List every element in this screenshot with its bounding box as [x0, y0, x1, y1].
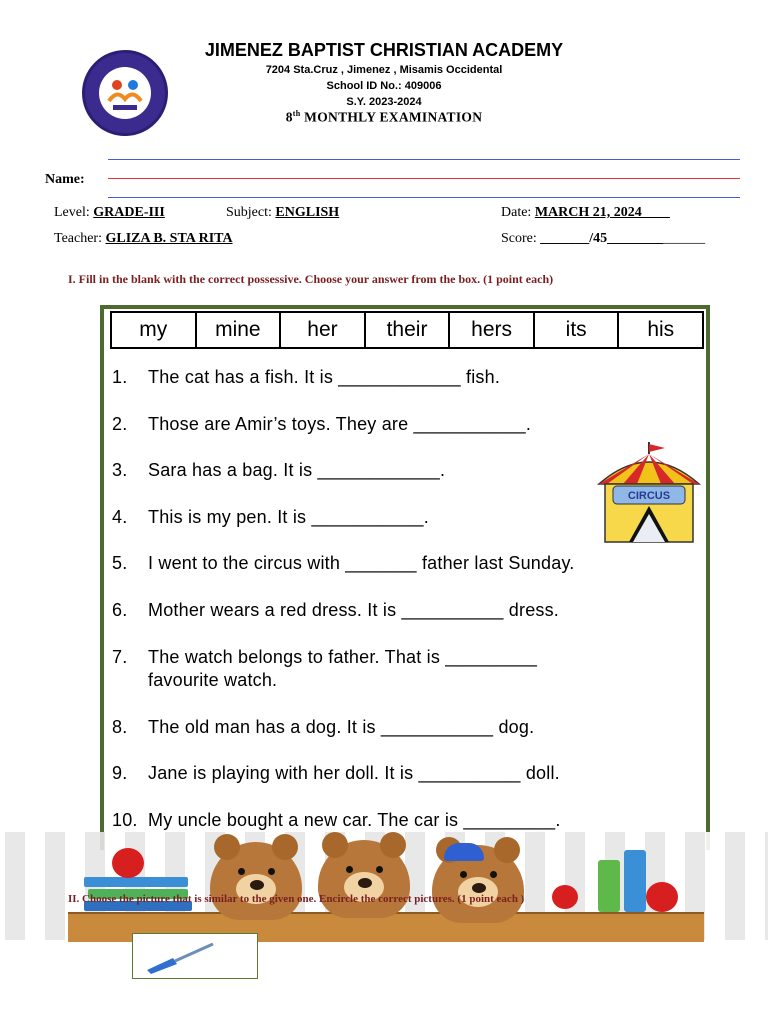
question-number: 3. — [112, 460, 128, 480]
apple-icon — [552, 885, 578, 909]
cap-icon — [444, 843, 484, 861]
question-text: I went to the circus with _______ father last Sunday. — [148, 553, 575, 573]
school-year: S.Y. 2023-2024 — [346, 96, 422, 108]
question-number: 2. — [112, 414, 128, 434]
choice-word: his — [647, 318, 675, 341]
score-tail: ______ — [663, 231, 706, 246]
question-text: Jane is playing with her doll. It is __________ doll. — [148, 763, 560, 783]
question-text: This is my pen. It is ___________. — [148, 507, 429, 527]
question-item — [112, 763, 560, 784]
exam-title-text: MONTHLY EXAMINATION — [300, 109, 483, 125]
score-field — [501, 231, 705, 247]
choice-word: hers — [450, 313, 535, 347]
question-number: 1. — [112, 367, 128, 387]
question-number: 4. — [112, 507, 128, 527]
question-item — [112, 717, 534, 738]
choice-word: mine — [197, 313, 282, 347]
exam-number: 8 — [285, 109, 293, 125]
apple-icon — [646, 882, 678, 912]
part2-instruction: II. Choose the picture that is similar to the given one. Encircle the correct pictures. (1 point each ) — [68, 893, 525, 905]
question-text: Sara has a bag. It is ____________. — [148, 460, 446, 480]
choice-word: their — [366, 313, 451, 347]
question-text: My uncle bought a new car. The car is _________. — [148, 810, 561, 830]
name-rule-top — [108, 159, 740, 160]
level-field — [54, 205, 165, 221]
question-number: 7. — [112, 647, 128, 667]
subject-value: ENGLISH — [275, 205, 340, 220]
teacher-label: Teacher: — [54, 231, 102, 246]
name-rule-bottom — [108, 197, 740, 198]
question-number: 5. — [112, 553, 128, 573]
question-number: 8. — [112, 717, 128, 737]
choice-word: her — [281, 313, 366, 347]
school-id: School ID No.: 409006 — [326, 80, 442, 92]
question-number: 9. — [112, 763, 128, 783]
question-text: The watch belongs to father. That is _________ — [148, 647, 538, 667]
exam-title — [0, 109, 768, 126]
date-field — [501, 205, 670, 221]
score-value: _______/45________ — [540, 231, 664, 246]
question-item — [112, 507, 429, 528]
choice-word: its — [535, 313, 620, 347]
teacher-field — [54, 231, 233, 247]
word-choice-box — [110, 311, 704, 349]
brush-icon — [133, 934, 257, 978]
book-icon — [624, 850, 646, 912]
question-item — [112, 810, 561, 831]
question-text: Those are Amir’s toys. They are ___________. — [148, 414, 532, 434]
date-label: Date: — [501, 205, 532, 220]
part1-instruction: I. Fill in the blank with the correct possessive. Choose your answer from the box. (1 point each) — [68, 272, 554, 286]
question-item — [112, 647, 537, 668]
question-item — [112, 367, 500, 388]
question-item — [112, 553, 575, 574]
bear-icon — [210, 842, 302, 920]
subject-label: Subject: — [226, 205, 272, 220]
choice-word: my — [112, 313, 197, 347]
school-address: 7204 Sta.Cruz , Jimenez , Misamis Occidental — [265, 64, 503, 76]
teacher-value: GLIZA B. STA RITA — [105, 231, 233, 246]
circus-sign-text: CIRCUS — [627, 490, 671, 502]
book-icon — [598, 860, 620, 912]
question-number: 10. — [112, 810, 138, 830]
apple-icon — [112, 848, 144, 878]
question-item — [112, 600, 559, 621]
date-value: MARCH 21, 2024____ — [534, 205, 670, 220]
exam-suffix: th — [292, 109, 301, 118]
question-text: The cat has a fish. It is ____________ fish. — [148, 367, 501, 387]
score-label: Score: — [501, 231, 537, 246]
circus-tent-illustration — [593, 440, 705, 546]
level-label: Level: — [54, 205, 90, 220]
question-item — [112, 414, 531, 435]
level-value: GRADE-III — [93, 205, 165, 220]
question-text: The old man has a dog. It is ___________ dog. — [148, 717, 535, 737]
question-text: favourite watch. — [148, 670, 278, 690]
name-rule-mid — [108, 178, 740, 179]
question-item — [112, 460, 445, 481]
school-name: JIMENEZ BAPTIST CHRISTIAN ACADEMY — [204, 40, 564, 60]
question-number: 6. — [112, 600, 128, 620]
picture-box — [132, 933, 258, 979]
question-item — [112, 670, 277, 691]
bear-icon — [318, 840, 410, 918]
book-icon — [84, 877, 188, 887]
question-text: Mother wears a red dress. It is __________ dress. — [148, 600, 560, 620]
subject-field — [226, 205, 339, 221]
name-label: Name: — [45, 172, 85, 187]
